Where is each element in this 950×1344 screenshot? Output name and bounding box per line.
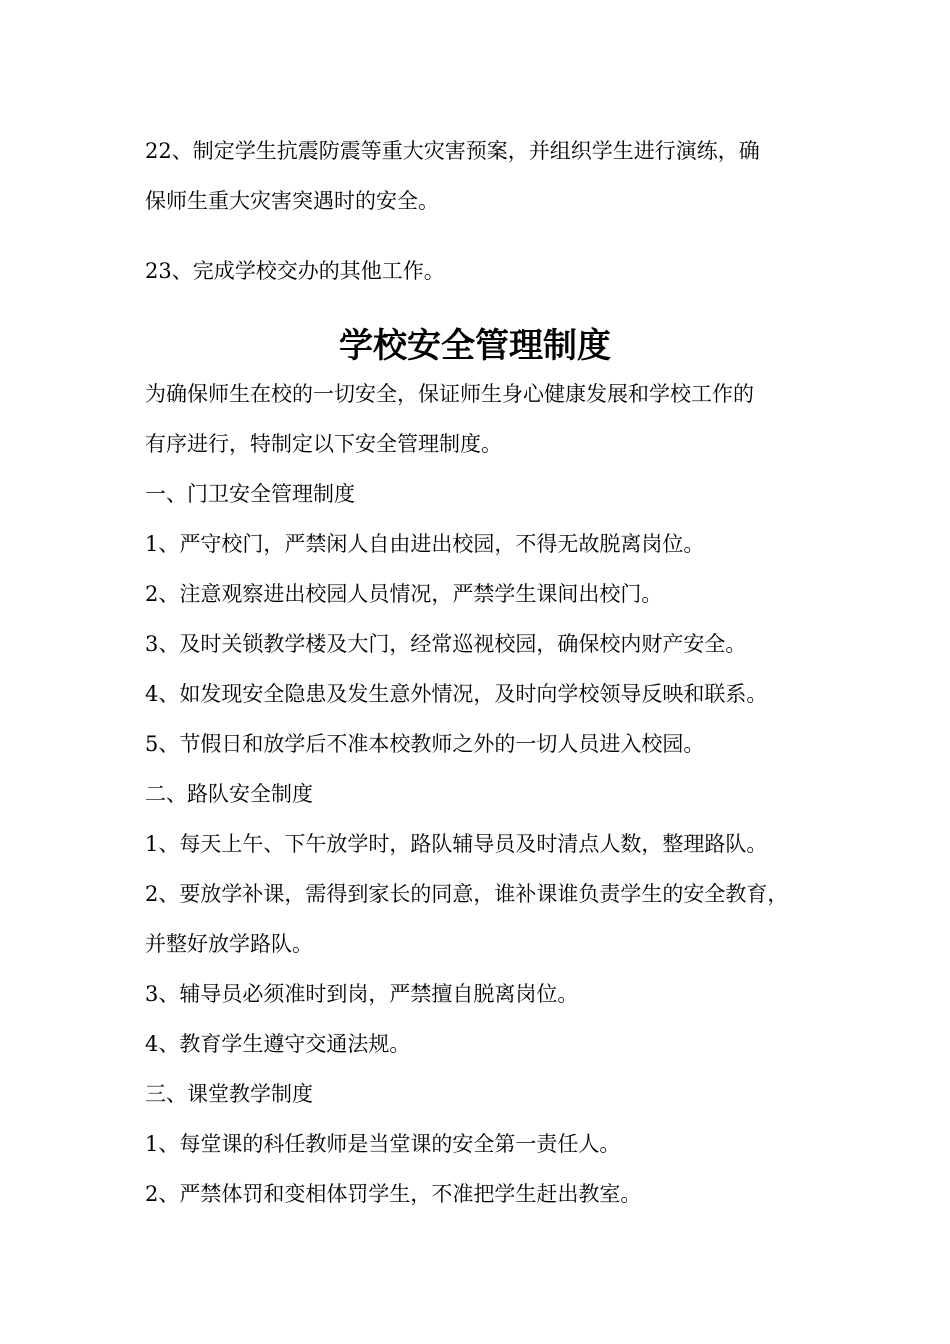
section-2-item: 1、每天上午、下午放学时，路队辅导员及时清点人数，整理路队。: [145, 832, 768, 856]
item-22-line-1: 22、制定学生抗震防震等重大灾害预案，并组织学生进行演练，确: [145, 139, 760, 163]
item-23: 23、完成学校交办的其他工作。: [145, 259, 445, 283]
intro-line-1: 为确保师生在校的一切安全，保证师生身心健康发展和学校工作的: [145, 382, 754, 406]
section-2-item: 3、辅导员必须准时到岗，严禁擅自脱离岗位。: [145, 982, 579, 1006]
section-3-item: 2、严禁体罚和变相体罚学生，不准把学生赶出教室。: [145, 1182, 642, 1206]
item-22-line-2: 保师生重大灾害突遇时的安全。: [145, 189, 439, 213]
section-2-item: 2、要放学补课，需得到家长的同意，谁补课谁负责学生的安全教育，: [145, 882, 789, 906]
section-1-item: 3、及时关锁教学楼及大门，经常巡视校园，确保校内财产安全。: [145, 632, 747, 656]
section-1-item: 5、节假日和放学后不准本校教师之外的一切人员进入校园。: [145, 732, 705, 756]
section-1-item: 2、注意观察进出校园人员情况，严禁学生课间出校门。: [145, 582, 663, 606]
intro-line-2: 有序进行，特制定以下安全管理制度。: [145, 432, 502, 456]
document-title: 学校安全管理制度: [339, 326, 611, 366]
section-heading-gatekeeper: 一、门卫安全管理制度: [145, 482, 355, 506]
section-2-item: 4、教育学生遵守交通法规。: [145, 1032, 411, 1056]
section-1-item: 4、如发现安全隐患及发生意外情况，及时向学校领导反映和联系。: [145, 682, 768, 706]
section-2-item: 并整好放学路队。: [145, 932, 313, 956]
section-1-item: 1、严守校门，严禁闲人自由进出校园，不得无故脱离岗位。: [145, 532, 705, 556]
section-heading-road-queue: 二、路队安全制度: [145, 782, 313, 806]
section-heading-classroom: 三、课堂教学制度: [145, 1082, 313, 1106]
section-3-item: 1、每堂课的科任教师是当堂课的安全第一责任人。: [145, 1132, 621, 1156]
